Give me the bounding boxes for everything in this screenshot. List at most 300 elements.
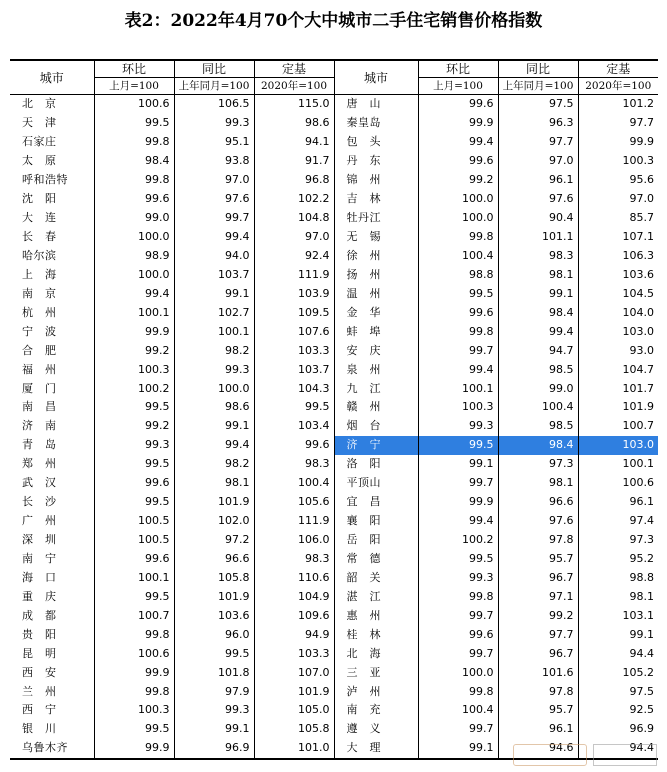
city-name: 三 亚 (334, 663, 418, 682)
yoy-value: 96.1 (498, 720, 578, 739)
mom-value: 99.5 (94, 455, 174, 474)
city-name: 牡丹江 (334, 209, 418, 228)
base-value: 101.9 (254, 682, 334, 701)
city-name: 济 宁 (334, 436, 418, 455)
mom-value: 99.3 (418, 568, 498, 587)
table-row (10, 398, 658, 417)
city-header-right: 城市 (334, 60, 418, 95)
city-name: 常 德 (334, 550, 418, 569)
yoy-value: 100.0 (174, 379, 254, 398)
table-row (10, 701, 658, 720)
yoy-value: 96.7 (498, 644, 578, 663)
mom-value: 99.9 (418, 114, 498, 133)
city-name: 泉 州 (334, 360, 418, 379)
mom-value: 100.6 (94, 644, 174, 663)
base-value: 93.0 (578, 341, 658, 360)
base-value: 106.3 (578, 247, 658, 266)
yoy-value: 96.1 (498, 171, 578, 190)
yoy-value: 99.1 (174, 720, 254, 739)
table-row (10, 190, 658, 209)
mom-value: 99.8 (418, 228, 498, 247)
base-value: 105.6 (254, 493, 334, 512)
base-value: 111.9 (254, 512, 334, 531)
city-name: 上 海 (22, 267, 57, 281)
table-header (10, 60, 658, 95)
yoy-value: 98.1 (498, 265, 578, 284)
table-row (10, 531, 658, 550)
mom-value: 100.3 (94, 360, 174, 379)
table-row (10, 171, 658, 190)
table-body (10, 95, 658, 759)
table-row (10, 644, 658, 663)
base-value: 97.5 (578, 682, 658, 701)
yoy-value: 96.9 (174, 739, 254, 759)
base-value: 94.1 (254, 133, 334, 152)
city-name: 郑 州 (22, 457, 57, 471)
base-value: 99.1 (578, 625, 658, 644)
base-value: 98.8 (578, 568, 658, 587)
mom-subheader-right: 上月=100 (418, 78, 498, 95)
yoy-value: 97.2 (174, 531, 254, 550)
city-name: 沈 阳 (22, 192, 57, 206)
yoy-value: 93.8 (174, 152, 254, 171)
city-name: 深 圳 (22, 533, 57, 547)
city-name: 成 都 (22, 608, 57, 622)
mom-value: 99.7 (418, 606, 498, 625)
yoy-value: 101.9 (174, 493, 254, 512)
price-index-table (10, 59, 658, 760)
city-header: 城市 (39, 70, 64, 85)
base-value: 100.4 (254, 474, 334, 493)
city-name: 合 肥 (22, 343, 57, 357)
yoy-value: 98.1 (498, 474, 578, 493)
table-row (10, 568, 658, 587)
base-value: 107.6 (254, 322, 334, 341)
yoy-value: 97.0 (498, 152, 578, 171)
city-name: 贵 阳 (22, 627, 57, 641)
yoy-value: 98.5 (498, 360, 578, 379)
city-name: 惠 州 (334, 606, 418, 625)
mom-value: 99.4 (418, 133, 498, 152)
yoy-header-right: 同比 (498, 60, 578, 78)
yoy-value: 103.7 (174, 265, 254, 284)
base-subheader: 2020年=100 (254, 78, 334, 95)
base-value: 97.4 (578, 512, 658, 531)
yoy-value: 98.2 (174, 455, 254, 474)
base-value: 103.9 (254, 284, 334, 303)
mom-value: 100.0 (94, 265, 174, 284)
base-value: 91.7 (254, 152, 334, 171)
table-row (10, 663, 658, 682)
mom-value: 98.4 (94, 152, 174, 171)
city-name: 青 岛 (22, 438, 57, 452)
city-name: 宜 昌 (334, 493, 418, 512)
base-value: 97.0 (254, 228, 334, 247)
base-value: 92.4 (254, 247, 334, 266)
yoy-value: 90.4 (498, 209, 578, 228)
mom-subheader: 上月=100 (94, 78, 174, 95)
city-name: 岳 阳 (334, 531, 418, 550)
yoy-value: 103.6 (174, 606, 254, 625)
yoy-value: 99.2 (498, 606, 578, 625)
mom-value: 99.6 (418, 152, 498, 171)
table-row (10, 133, 658, 152)
mom-value: 99.3 (94, 436, 174, 455)
mom-value: 100.2 (94, 379, 174, 398)
city-name: 福 州 (22, 362, 57, 376)
city-name: 哈尔滨 (22, 248, 57, 262)
mom-value: 99.2 (94, 417, 174, 436)
table-row (10, 606, 658, 625)
city-name: 西 宁 (22, 703, 57, 717)
yoy-value: 97.6 (174, 190, 254, 209)
yoy-subheader-right: 上年同月=100 (498, 78, 578, 95)
yoy-value: 101.1 (498, 228, 578, 247)
mom-value: 100.4 (418, 247, 498, 266)
table-row (10, 360, 658, 379)
base-value: 103.3 (254, 341, 334, 360)
city-name: 无 锡 (334, 228, 418, 247)
mom-value: 99.2 (418, 171, 498, 190)
mom-value: 100.1 (94, 303, 174, 322)
yoy-value: 94.6 (498, 739, 578, 759)
city-name: 平顶山 (334, 474, 418, 493)
base-value: 96.9 (578, 720, 658, 739)
yoy-value: 97.9 (174, 682, 254, 701)
base-value: 101.2 (578, 95, 658, 114)
mom-value: 99.0 (94, 209, 174, 228)
table-row (10, 322, 658, 341)
table-title: 表2：2022年4月70个大中城市二手住宅销售价格指数 (124, 11, 543, 31)
mom-value: 99.6 (418, 95, 498, 114)
mom-value: 100.7 (94, 606, 174, 625)
yoy-value: 99.4 (174, 436, 254, 455)
yoy-value: 99.3 (174, 360, 254, 379)
city-name: 湛 江 (334, 587, 418, 606)
table-row (10, 247, 658, 266)
yoy-value: 96.6 (498, 493, 578, 512)
base-value: 98.3 (254, 455, 334, 474)
city-name: 洛 阳 (334, 455, 418, 474)
yoy-value: 95.1 (174, 133, 254, 152)
mom-value: 100.1 (94, 568, 174, 587)
city-name: 杭 州 (22, 305, 57, 319)
mom-value: 100.3 (418, 398, 498, 417)
mom-value: 99.7 (418, 341, 498, 360)
yoy-value: 105.8 (174, 568, 254, 587)
mom-value: 99.8 (418, 322, 498, 341)
base-value: 101.7 (578, 379, 658, 398)
yoy-value: 99.4 (498, 322, 578, 341)
yoy-value: 98.1 (174, 474, 254, 493)
yoy-value: 97.3 (498, 455, 578, 474)
mom-value: 99.4 (418, 512, 498, 531)
mom-value: 99.5 (94, 720, 174, 739)
city-name: 扬 州 (334, 265, 418, 284)
city-name: 厦 门 (22, 381, 57, 395)
yoy-value: 97.7 (498, 133, 578, 152)
city-name: 南 京 (22, 286, 57, 300)
city-name: 锦 州 (334, 171, 418, 190)
mom-value: 98.9 (94, 247, 174, 266)
mom-value: 99.2 (94, 341, 174, 360)
city-name: 泸 州 (334, 682, 418, 701)
yoy-value: 99.7 (174, 209, 254, 228)
base-value: 101.9 (578, 398, 658, 417)
city-name: 秦皇岛 (334, 114, 418, 133)
city-name: 宁 波 (22, 324, 57, 338)
mom-value: 99.5 (418, 436, 498, 455)
mom-value: 100.5 (94, 512, 174, 531)
city-name: 遵 义 (334, 720, 418, 739)
base-value: 104.5 (578, 284, 658, 303)
city-name: 南 昌 (22, 400, 57, 414)
mom-value: 100.2 (418, 531, 498, 550)
yoy-value: 100.4 (498, 398, 578, 417)
yoy-value: 100.1 (174, 322, 254, 341)
city-name: 兰 州 (22, 684, 57, 698)
mom-value: 100.5 (94, 531, 174, 550)
base-value: 100.7 (578, 417, 658, 436)
base-value: 94.4 (578, 739, 658, 759)
mom-value: 99.9 (94, 663, 174, 682)
mom-header: 环比 (94, 60, 174, 78)
city-name: 广 州 (22, 514, 57, 528)
yoy-value: 99.1 (498, 284, 578, 303)
yoy-value: 99.1 (174, 284, 254, 303)
city-name: 海 口 (22, 570, 57, 584)
mom-value: 99.6 (94, 550, 174, 569)
mom-value: 99.1 (418, 739, 498, 759)
mom-value: 99.5 (94, 114, 174, 133)
yoy-value: 98.4 (498, 436, 578, 455)
yoy-value: 101.9 (174, 587, 254, 606)
mom-value: 99.4 (418, 360, 498, 379)
yoy-value: 96.7 (498, 568, 578, 587)
mom-value: 99.9 (418, 493, 498, 512)
mom-value: 99.8 (418, 587, 498, 606)
base-header: 定基 (254, 60, 334, 78)
mom-value: 100.0 (418, 209, 498, 228)
yoy-value: 99.1 (174, 417, 254, 436)
base-value: 105.0 (254, 701, 334, 720)
city-name: 昆 明 (22, 646, 57, 660)
base-value: 104.7 (578, 360, 658, 379)
base-value: 99.5 (254, 398, 334, 417)
city-name: 襄 阳 (334, 512, 418, 531)
yoy-value: 97.6 (498, 512, 578, 531)
mom-value: 99.8 (94, 625, 174, 644)
yoy-value: 101.8 (174, 663, 254, 682)
mom-value: 99.9 (94, 739, 174, 759)
city-name: 桂 林 (334, 625, 418, 644)
city-name: 唐 山 (334, 95, 418, 114)
base-value: 98.1 (578, 587, 658, 606)
mom-value: 99.8 (94, 171, 174, 190)
yoy-value: 95.7 (498, 701, 578, 720)
city-name: 九 江 (334, 379, 418, 398)
mom-header-right: 环比 (418, 60, 498, 78)
base-value: 94.4 (578, 644, 658, 663)
mom-value: 99.1 (418, 455, 498, 474)
table-row (10, 720, 658, 739)
yoy-value: 98.6 (174, 398, 254, 417)
yoy-value: 98.3 (498, 247, 578, 266)
city-name: 石家庄 (22, 135, 57, 149)
base-value: 95.2 (578, 550, 658, 569)
city-name: 安 庆 (334, 341, 418, 360)
yoy-value: 95.7 (498, 550, 578, 569)
base-value: 97.7 (578, 114, 658, 133)
mom-value: 99.5 (94, 587, 174, 606)
mom-value: 99.5 (94, 398, 174, 417)
yoy-value: 97.8 (498, 531, 578, 550)
watermark-badge (593, 744, 657, 766)
mom-value: 99.6 (94, 474, 174, 493)
base-subheader-right: 2020年=100 (578, 78, 658, 95)
yoy-value: 97.1 (498, 587, 578, 606)
table-row (10, 493, 658, 512)
mom-value: 99.5 (94, 493, 174, 512)
table-row (10, 284, 658, 303)
mom-value: 99.8 (418, 682, 498, 701)
yoy-value: 99.3 (174, 114, 254, 133)
base-value: 106.0 (254, 531, 334, 550)
mom-value: 99.5 (418, 284, 498, 303)
base-value: 104.8 (254, 209, 334, 228)
city-name: 吉 林 (334, 190, 418, 209)
base-value: 103.6 (578, 265, 658, 284)
mom-value: 99.6 (418, 303, 498, 322)
city-name: 大 连 (22, 211, 57, 225)
mom-value: 99.5 (418, 550, 498, 569)
base-value: 115.0 (254, 95, 334, 114)
yoy-value: 96.6 (174, 550, 254, 569)
yoy-value: 97.6 (498, 190, 578, 209)
yoy-value: 94.7 (498, 341, 578, 360)
city-name: 丹 东 (334, 152, 418, 171)
base-value: 97.3 (578, 531, 658, 550)
mom-value: 99.6 (94, 190, 174, 209)
base-value: 98.6 (254, 114, 334, 133)
base-value: 99.6 (254, 436, 334, 455)
base-value: 110.6 (254, 568, 334, 587)
city-name: 天 津 (22, 116, 57, 130)
mom-value: 100.3 (94, 701, 174, 720)
table-row (10, 512, 658, 531)
base-value: 105.8 (254, 720, 334, 739)
mom-value: 99.7 (418, 720, 498, 739)
base-value: 85.7 (578, 209, 658, 228)
watermark-logo (513, 744, 587, 766)
table-row (10, 550, 658, 569)
base-value: 100.6 (578, 474, 658, 493)
yoy-value: 97.8 (498, 682, 578, 701)
yoy-value: 102.0 (174, 512, 254, 531)
base-value: 103.4 (254, 417, 334, 436)
city-name: 西 安 (22, 665, 57, 679)
mom-value: 99.3 (418, 417, 498, 436)
yoy-value: 99.5 (174, 644, 254, 663)
city-name: 济 南 (22, 419, 57, 433)
yoy-value: 98.4 (498, 303, 578, 322)
base-value: 96.8 (254, 171, 334, 190)
base-value: 101.0 (254, 739, 334, 759)
mom-value: 100.6 (94, 95, 174, 114)
base-header-right: 定基 (578, 60, 658, 78)
city-name: 金 华 (334, 303, 418, 322)
city-name: 重 庆 (22, 589, 57, 603)
yoy-value: 98.5 (498, 417, 578, 436)
table-row (10, 474, 658, 493)
mom-value: 100.0 (418, 663, 498, 682)
mom-value: 99.9 (94, 322, 174, 341)
mom-value: 100.0 (418, 190, 498, 209)
base-value: 100.1 (578, 455, 658, 474)
table-row (10, 303, 658, 322)
city-name: 银 川 (22, 722, 57, 736)
table-row (10, 682, 658, 701)
city-name: 呼和浩特 (22, 173, 68, 187)
mom-value: 99.8 (94, 133, 174, 152)
table-row (10, 417, 658, 436)
city-name: 武 汉 (22, 476, 57, 490)
yoy-value: 102.7 (174, 303, 254, 322)
city-name: 南 充 (334, 701, 418, 720)
mom-value: 99.4 (94, 284, 174, 303)
city-name: 蚌 埠 (334, 322, 418, 341)
city-name: 包 头 (334, 133, 418, 152)
base-value: 103.3 (254, 644, 334, 663)
city-name: 太 原 (22, 154, 57, 168)
mom-value: 100.0 (94, 228, 174, 247)
yoy-value: 94.0 (174, 247, 254, 266)
yoy-value: 97.0 (174, 171, 254, 190)
city-name: 北 海 (334, 644, 418, 663)
table-row (10, 228, 658, 247)
base-value: 107.1 (578, 228, 658, 247)
base-value: 107.0 (254, 663, 334, 682)
base-value: 111.9 (254, 265, 334, 284)
table-row (10, 455, 658, 474)
table-row (10, 341, 658, 360)
mom-value: 99.6 (418, 625, 498, 644)
yoy-value: 96.0 (174, 625, 254, 644)
table-row (10, 625, 658, 644)
city-name: 韶 关 (334, 568, 418, 587)
base-value: 104.9 (254, 587, 334, 606)
base-value: 100.3 (578, 152, 658, 171)
city-name: 烟 台 (334, 417, 418, 436)
base-value: 96.1 (578, 493, 658, 512)
table-row (10, 152, 658, 171)
yoy-value: 97.7 (498, 625, 578, 644)
yoy-value: 96.3 (498, 114, 578, 133)
mom-value: 99.8 (94, 682, 174, 701)
watermark (513, 744, 657, 766)
base-value: 104.0 (578, 303, 658, 322)
yoy-value: 99.3 (174, 701, 254, 720)
yoy-value: 99.4 (174, 228, 254, 247)
yoy-value: 98.2 (174, 341, 254, 360)
city-name: 长 春 (22, 230, 57, 244)
table-row (10, 114, 658, 133)
base-value: 92.5 (578, 701, 658, 720)
table-row (10, 265, 658, 284)
city-name: 赣 州 (334, 398, 418, 417)
yoy-value: 99.0 (498, 379, 578, 398)
base-value: 103.0 (578, 322, 658, 341)
